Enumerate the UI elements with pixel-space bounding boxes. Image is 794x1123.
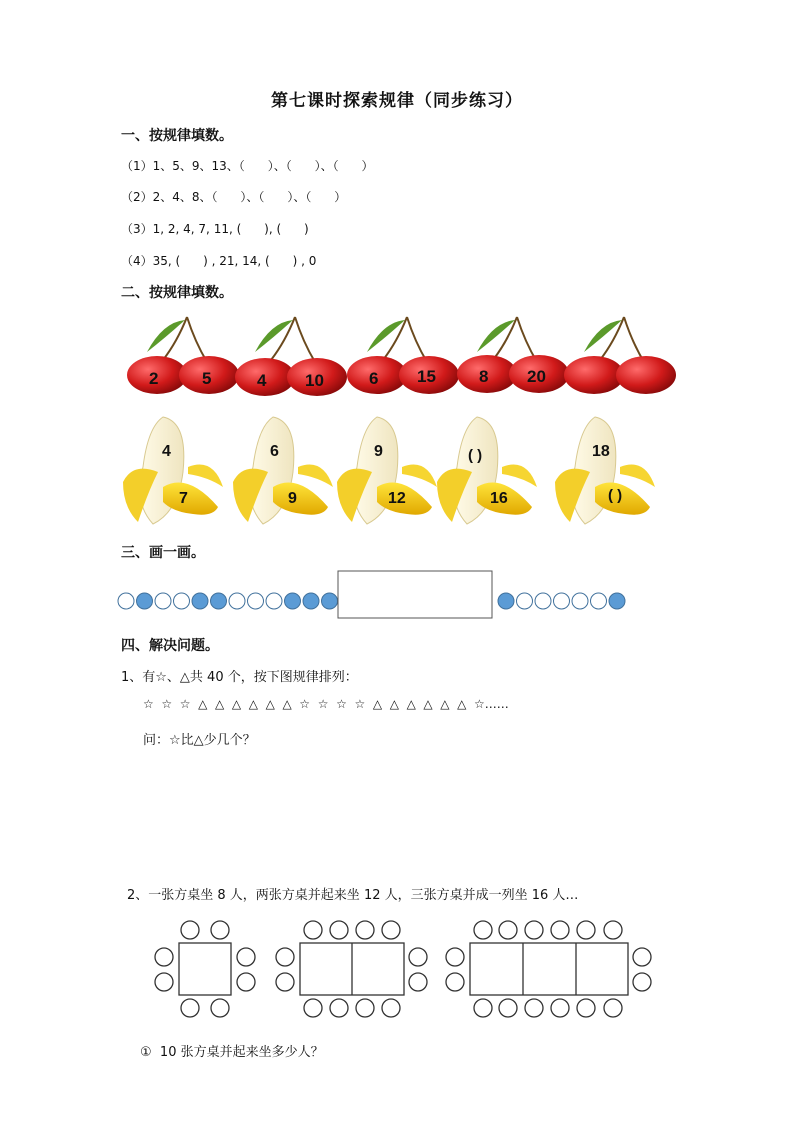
cherry-1-left-number: 2 [149, 369, 159, 388]
banana-1-bottom-number: 7 [179, 490, 188, 507]
filled-circle [303, 593, 319, 609]
banana-2-bottom-number: 9 [288, 490, 297, 507]
section1-heading: 一、按规律填数。 [121, 128, 233, 144]
cherry-1-right-number: 5 [202, 369, 212, 388]
banana-5-bottom-number: ( ) [608, 487, 623, 504]
empty-circle [118, 593, 134, 609]
empty-circle [517, 593, 533, 609]
banana-3-bottom-number: 12 [388, 490, 406, 507]
s1-line-1: （1）1、5、9、13、（ ）、（ ）、（ ） [121, 159, 374, 173]
cherry-3-left-number: 6 [369, 369, 379, 388]
empty-circle [572, 593, 588, 609]
banana-4-top-number: ( ) [468, 447, 483, 464]
empty-circle [174, 593, 190, 609]
empty-circle [266, 593, 282, 609]
cherry-pair-3 [347, 317, 459, 394]
filled-circle [498, 593, 514, 609]
banana-2 [233, 417, 333, 524]
fruit-illustration [110, 312, 680, 527]
empty-circle [248, 593, 264, 609]
three-tables [446, 921, 651, 1017]
banana-5 [555, 417, 655, 524]
cherry-2-left-number: 4 [257, 371, 267, 390]
cherry-4-left-number: 8 [479, 367, 489, 386]
two-tables [276, 921, 427, 1017]
section4-heading: 四、解决问题。 [121, 638, 219, 654]
q1-intro: 1、有☆、△共 40 个，按下图规律排列： [121, 670, 358, 685]
answer-box[interactable] [338, 571, 492, 618]
left-circle-row [118, 593, 338, 609]
banana-4-bottom-number: 16 [490, 490, 508, 507]
cherry-pair-4 [457, 317, 569, 393]
right-circle-row [498, 593, 625, 609]
page-title: 第七课时探索规律（同步练习） [271, 91, 523, 111]
section3-heading: 三、画一画。 [121, 545, 205, 561]
empty-circle [229, 593, 245, 609]
filled-circle [609, 593, 625, 609]
banana-3-top-number: 9 [374, 443, 383, 460]
s1-line-4: （4）35, ( ) , 21, 14, ( ) , 0 [121, 254, 317, 268]
filled-circle [322, 593, 338, 609]
q2-intro: 2、一张方桌坐 8 人，两张方桌并起来坐 12 人，三张方桌并成一列坐 16 人… [127, 888, 579, 903]
cherry-2-right-number: 10 [305, 371, 324, 390]
q1-question: 问：☆比△少几个？ [143, 733, 256, 748]
banana-5-top-number: 18 [592, 443, 610, 460]
square-table [179, 943, 231, 995]
banana-2-top-number: 6 [270, 443, 279, 460]
empty-circle [591, 593, 607, 609]
cherry-3-right-number: 15 [417, 367, 436, 386]
filled-circle [137, 593, 153, 609]
section2-heading: 二、按规律填数。 [121, 285, 233, 301]
filled-circle [192, 593, 208, 609]
s1-line-3: （3）1, 2, 4, 7, 11, ( ), ( ) [121, 222, 309, 236]
table-seating-diagram [150, 915, 660, 1025]
empty-circle [535, 593, 551, 609]
q2-sub1: ① 10 张方桌并起来坐多少人？ [140, 1045, 324, 1060]
cherry-4-right-number: 20 [527, 367, 546, 386]
banana-1-top-number: 4 [162, 443, 171, 460]
cherry-pair-2 [235, 317, 347, 396]
cherry-pair-1 [127, 317, 239, 394]
banana-4 [437, 417, 537, 524]
one-table [155, 921, 255, 1017]
cherry-pair-5 [564, 317, 676, 394]
q1-pattern: ☆ ☆ ☆ △ △ △ △ △ △ ☆ ☆ ☆ ☆ △ △ △ △ △ △ ☆…… [143, 697, 509, 711]
empty-circle [155, 593, 171, 609]
s1-line-2: （2）2、4、8、（ ）、（ ）、（ ） [121, 190, 347, 204]
banana-1 [123, 417, 223, 524]
circle-pattern [110, 568, 640, 624]
filled-circle [211, 593, 227, 609]
filled-circle [285, 593, 301, 609]
empty-circle [554, 593, 570, 609]
banana-3 [337, 417, 437, 524]
